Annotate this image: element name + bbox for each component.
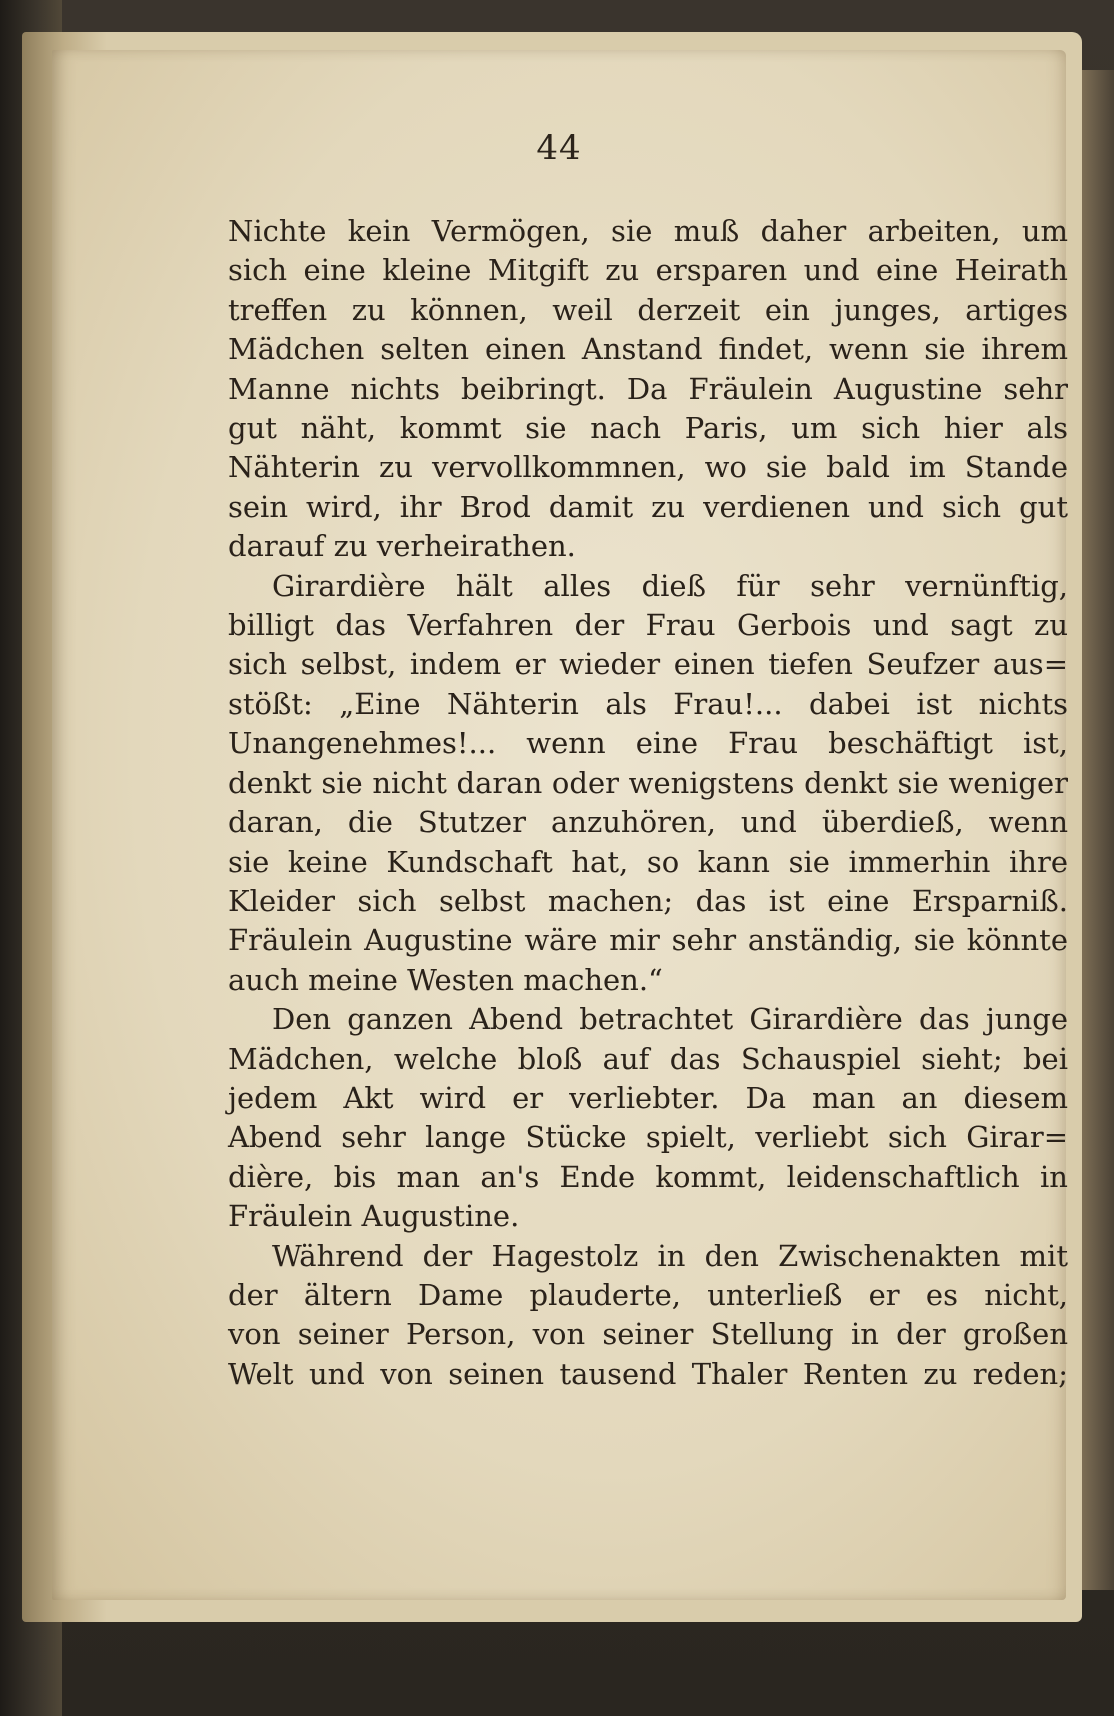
page-number: 44 [536,128,582,168]
text-line: sie keine Kundschaft hat, so kann sie immerhin ihre [228,844,1068,879]
text-line: Mädchen selten einen Anstand findet, wenn sie ihrem [228,332,1068,367]
text-line: billigt das Verfahren der Frau Gerbois und sagt zu [228,608,1068,643]
text-line: Unangenehmes!... wenn eine Frau beschäftigt ist, [228,726,1068,761]
text-line: Abend sehr lange Stücke spielt, verliebt sich Girar= [228,1120,1068,1155]
right-page-edge [1082,70,1114,1590]
text-line: Fräulein Augustine wäre mir sehr anständig, sie könnte [228,923,1068,958]
text-line: Kleider sich selbst machen; das ist eine Ersparniß. [228,883,1068,918]
body-text [228,212,1068,1394]
text-line: darauf zu verheirathen. [228,529,576,564]
text-line: jedem Akt wird er verliebter. Da man an diesem [228,1080,1068,1115]
text-line: Während der Hagestolz in den Zwischenakten mit [272,1238,1068,1273]
text-line: treffen zu können, weil derzeit ein junges, artiges [228,292,1068,327]
text-line: denkt sie nicht daran oder wenigstens denkt sie weniger [228,765,1068,800]
text-line: auch meine Westen machen.“ [228,962,663,997]
text-line: sein wird, ihr Brod damit zu verdienen und sich gut [228,489,1068,524]
text-line: sich eine kleine Mitgift zu ersparen und eine Heirath [228,253,1068,288]
text-line: Nichte kein Vermögen, sie muß daher arbeiten, um [228,214,1068,248]
text-line: Manne nichts beibringt. Da Fräulein Augustine sehr [228,371,1068,406]
text-line: Nähterin zu vervollkommnen, wo sie bald im Stande [228,450,1068,485]
text-line: dière, bis man an's Ende kommt, leidenschaftlich in [228,1159,1068,1194]
text-line: Welt und von seinen tausend Thaler Renten zu reden; [228,1356,1068,1391]
text-line: sich selbst, indem er wieder einen tiefen Seufzer aus= [228,647,1068,682]
text-line: Den ganzen Abend betrachtet Girardière das junge [272,1002,1068,1037]
text-line: Fräulein Augustine. [228,1199,520,1234]
text-line: Mädchen, welche bloß auf das Schauspiel sieht; bei [228,1041,1068,1076]
text-line: der ältern Dame plauderte, unterließ er es nicht, [228,1277,1068,1312]
text-line: gut näht, kommt sie nach Paris, um sich hier als [228,411,1068,446]
text-line: Girardière hält alles dieß für sehr vernünftig, [272,568,1068,603]
text-line: daran, die Stutzer anzuhören, und überdieß, wenn [228,805,1068,840]
text-line: stößt: „Eine Nähterin als Frau!... dabei ist nichts [228,686,1068,721]
text-line: von seiner Person, von seiner Stellung in der großen [228,1317,1068,1352]
book-page [52,50,1066,1600]
